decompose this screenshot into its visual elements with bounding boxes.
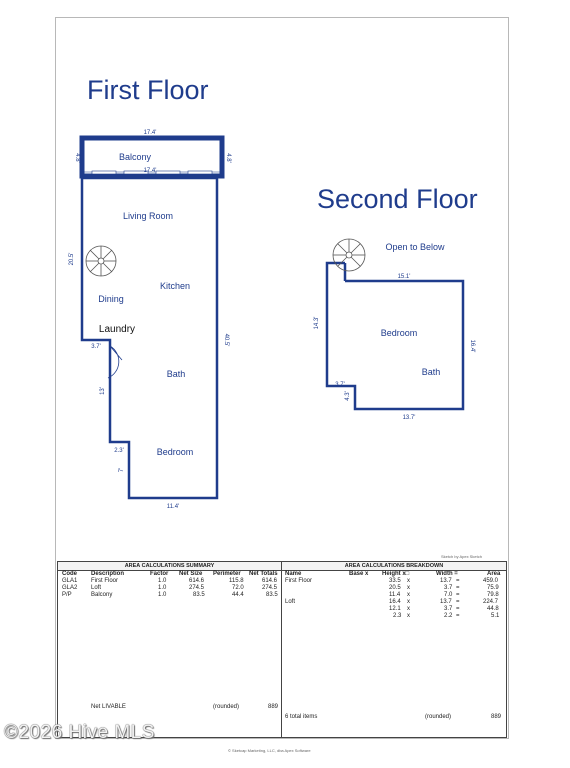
dim-top-width: 15.1'	[397, 274, 411, 280]
table-row: GLA2 Loft 1.0 274.5 72.0 274.5	[62, 585, 278, 591]
sketch-credit: Sketch by Apex Sketch	[441, 554, 482, 559]
table-row: 12.1 x 3.7 = 44.8	[389, 606, 499, 612]
bedroom-label: Bedroom	[156, 447, 194, 457]
area-breakdown-table	[281, 561, 507, 738]
dim-balcony-right: 4.8'	[225, 153, 231, 163]
floor-plan-drawing	[56, 18, 508, 558]
summary-columns: Code Description Factor Net Size Perimeter Net Totals	[62, 571, 278, 577]
dining-label: Dining	[98, 294, 124, 304]
dim-bottom-width: 11.4'	[166, 504, 180, 510]
table-row: P/P Balcony 1.0 83.5 44.4 83.5	[62, 592, 278, 598]
breakdown-title: AREA CALCULATIONS BREAKDOWN	[282, 562, 506, 571]
second-bedroom-label: Bedroom	[380, 328, 418, 338]
open-to-below-label: Open to Below	[385, 242, 445, 252]
spiral-stair-icon-second	[333, 239, 365, 271]
first-floor-outline	[82, 178, 217, 498]
summary-title: AREA CALCULATIONS SUMMARY	[58, 562, 281, 571]
dim-left-middle: 13'	[100, 387, 106, 395]
summary-footer: Net LIVABLE (rounded) 889	[91, 704, 279, 710]
table-row: Loft 16.4 x 13.7 = 224.7	[285, 599, 499, 605]
table-row: GLA1 First Floor 1.0 614.6 115.8 614.6	[62, 578, 278, 584]
floor-plan-sheet	[55, 17, 509, 753]
area-summary-table	[57, 561, 282, 738]
dim-balcony-top: 17.4'	[143, 130, 157, 136]
mls-watermark: ©2026 Hive MLS	[4, 722, 155, 743]
second-bath-label: Bath	[421, 367, 441, 377]
dim-right-full: 40.5'	[223, 333, 229, 347]
table-row: 20.5 x 3.7 = 75.9	[389, 585, 499, 591]
first-floor-title: First Floor	[87, 75, 209, 105]
dim-second-left-upper: 14.3'	[314, 316, 320, 330]
spiral-stair-icon	[86, 246, 116, 276]
dim-second-notch-width: 3.7'	[335, 382, 345, 388]
bath-label: Bath	[166, 369, 186, 379]
dim-lower-notch: 2.3'	[114, 448, 124, 454]
dim-left-upper: 20.5'	[69, 252, 75, 266]
dim-second-notch-height: 4.3'	[345, 391, 351, 401]
dim-notch-width: 3.7'	[91, 344, 101, 350]
dim-left-lower: 7'	[119, 467, 125, 473]
breakdown-columns: Name Base x Height x□ Width = Area	[285, 571, 501, 577]
breakdown-footer: 6 total items (rounded) 889	[285, 714, 502, 720]
balcony-label: Balcony	[118, 152, 152, 162]
dim-balcony-left: 4.8'	[74, 153, 80, 163]
table-row: 11.4 x 7.0 = 79.8	[389, 592, 499, 598]
table-row: First Floor 33.5 x 13.7 = 459.0	[285, 578, 499, 584]
living-room-label: Living Room	[122, 211, 174, 221]
dim-second-bottom: 13.7'	[402, 415, 416, 421]
second-floor-title: Second Floor	[317, 184, 478, 214]
dim-balcony-bottom: 17.4'	[143, 168, 157, 174]
table-row: 2.3 x 2.2 = 5.1	[393, 613, 500, 619]
copyright-line: © Sketcap Marketing, LLC, dba Apex Software	[228, 748, 311, 753]
laundry-label: Laundry	[98, 324, 136, 335]
kitchen-label: Kitchen	[159, 281, 191, 291]
dim-second-right: 16.4'	[469, 339, 475, 353]
